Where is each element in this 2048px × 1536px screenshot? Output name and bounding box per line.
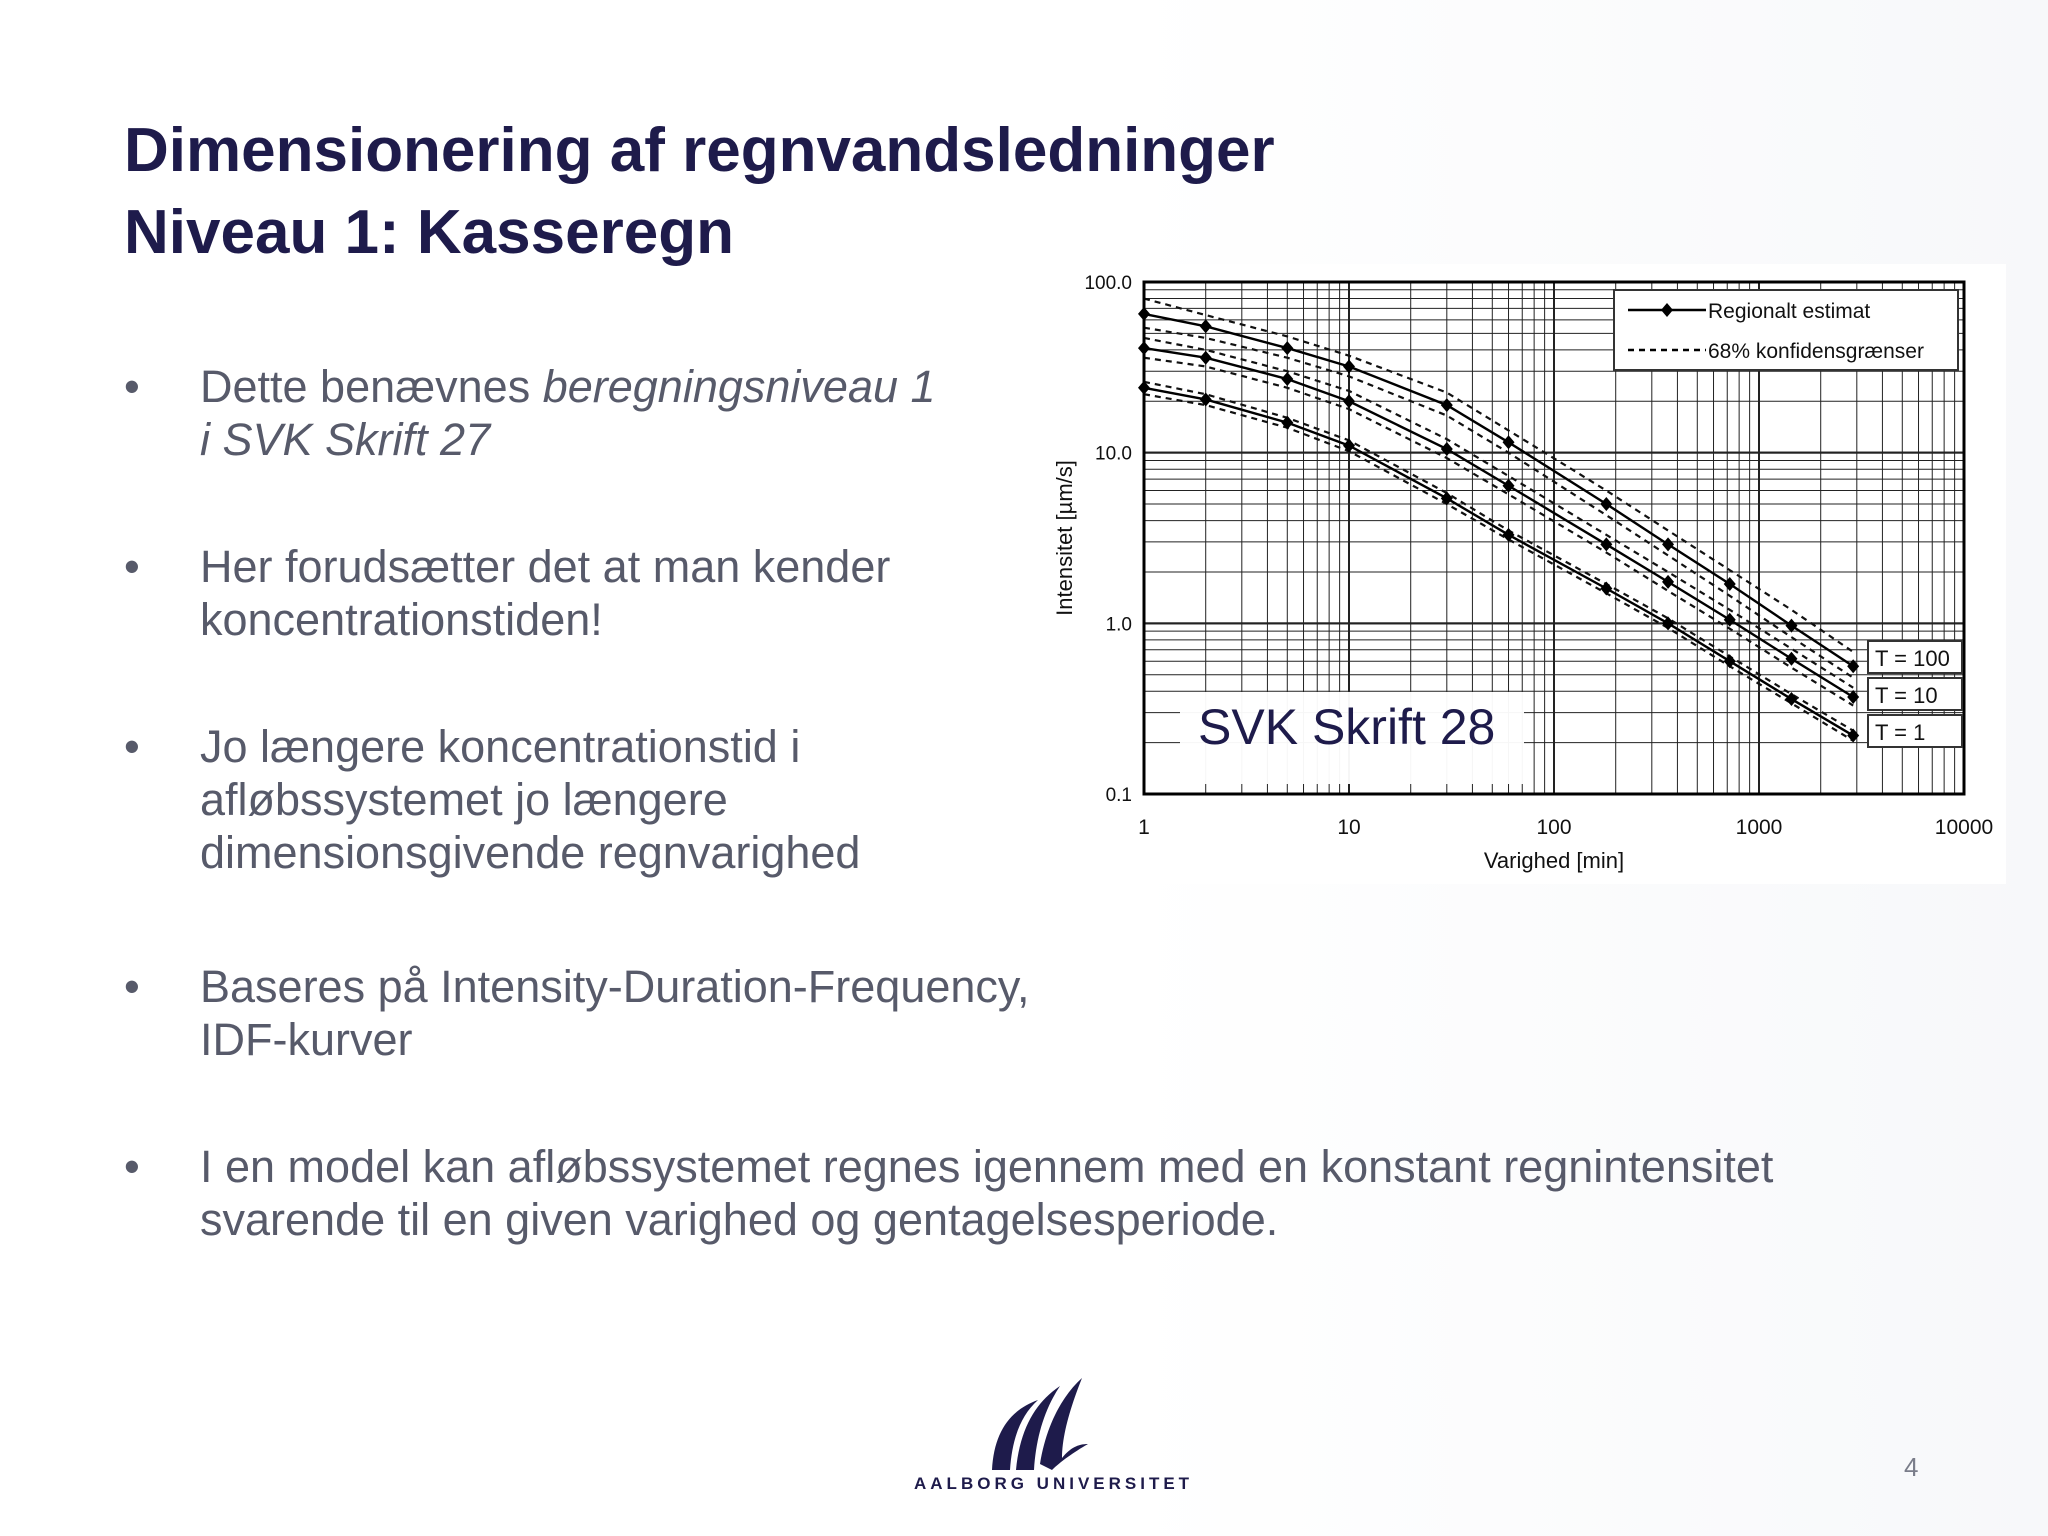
bullet-marker: • [124,1141,140,1192]
series-label: T = 10 [1875,683,1938,708]
bullet-italic-line: i SVK Skrift 27 [200,414,491,465]
bullet-item [124,720,860,879]
bullet-item [124,360,936,466]
series-label: T = 1 [1875,720,1926,745]
bullet-item [124,960,1030,1066]
bullet-marker: • [124,721,140,772]
y-tick-label: 100.0 [1084,273,1132,294]
bullet-line: IDF-kurver [200,1014,413,1065]
page-number: 4 [1904,1452,1919,1482]
bullet-text: Dette benævnes [200,361,543,412]
chart-legend [1614,290,1958,370]
x-tick-label: 1000 [1735,816,1783,839]
bullet-line: Jo længere koncentrationstid i [200,721,801,772]
bullet-line [200,360,936,413]
x-axis-label: Varighed [min] [1483,848,1625,873]
y-tick-label: 10.0 [1095,443,1132,465]
idf-chart [1046,264,2006,884]
bullet-line: Her forudsætter det at man kender [200,541,891,592]
bullet-marker: • [124,361,140,412]
x-tick-label: 10 [1337,816,1361,839]
overlay-box [1180,692,1524,784]
series-label: T = 100 [1875,646,1950,671]
bullet-line: Baseres på Intensity-Duration-Frequency, [200,961,1030,1012]
bullet-line: koncentrationstiden! [200,594,603,645]
bullet-line: afløbssystemet jo længere [200,774,728,825]
slide-title [124,110,1275,274]
bullet-line: svarende til en given varighed og gentagelsesperiode. [200,1194,1279,1245]
title-line-1: Dimensionering af regnvandsledninger [124,116,1275,185]
bullet-marker: • [124,541,140,592]
idf-chart-svg [1046,264,2006,884]
bullet-item [124,1140,1773,1246]
bullet-item [124,540,890,646]
y-tick-label: 0.1 [1105,785,1132,806]
bullet-line: dimensionsgivende regnvarighed [200,827,861,878]
y-tick-label: 1.0 [1105,614,1132,636]
logo-text: AALBORG UNIVERSITET [914,1474,1194,1493]
overlay-label: SVK Skrift 28 [1198,699,1496,755]
bullet-marker: • [124,961,140,1012]
legend-label: Regionalt estimat [1708,300,1871,323]
title-line-2: Niveau 1: Kasseregn [124,198,734,267]
x-tick-label: 10000 [1934,816,1994,839]
x-tick-label: 1 [1138,816,1150,839]
series-label-group [1868,641,1962,747]
bullet-italic-text: beregningsniveau 1 [542,361,936,412]
bullet-line: I en model kan afløbssystemet regnes igennem med en konstant regnintensitet [200,1141,1774,1192]
legend-label: 68% konfidensgrænser [1708,340,1924,363]
x-tick-label: 100 [1536,816,1572,839]
y-axis-label: Intensitet [µm/s] [1052,460,1077,616]
